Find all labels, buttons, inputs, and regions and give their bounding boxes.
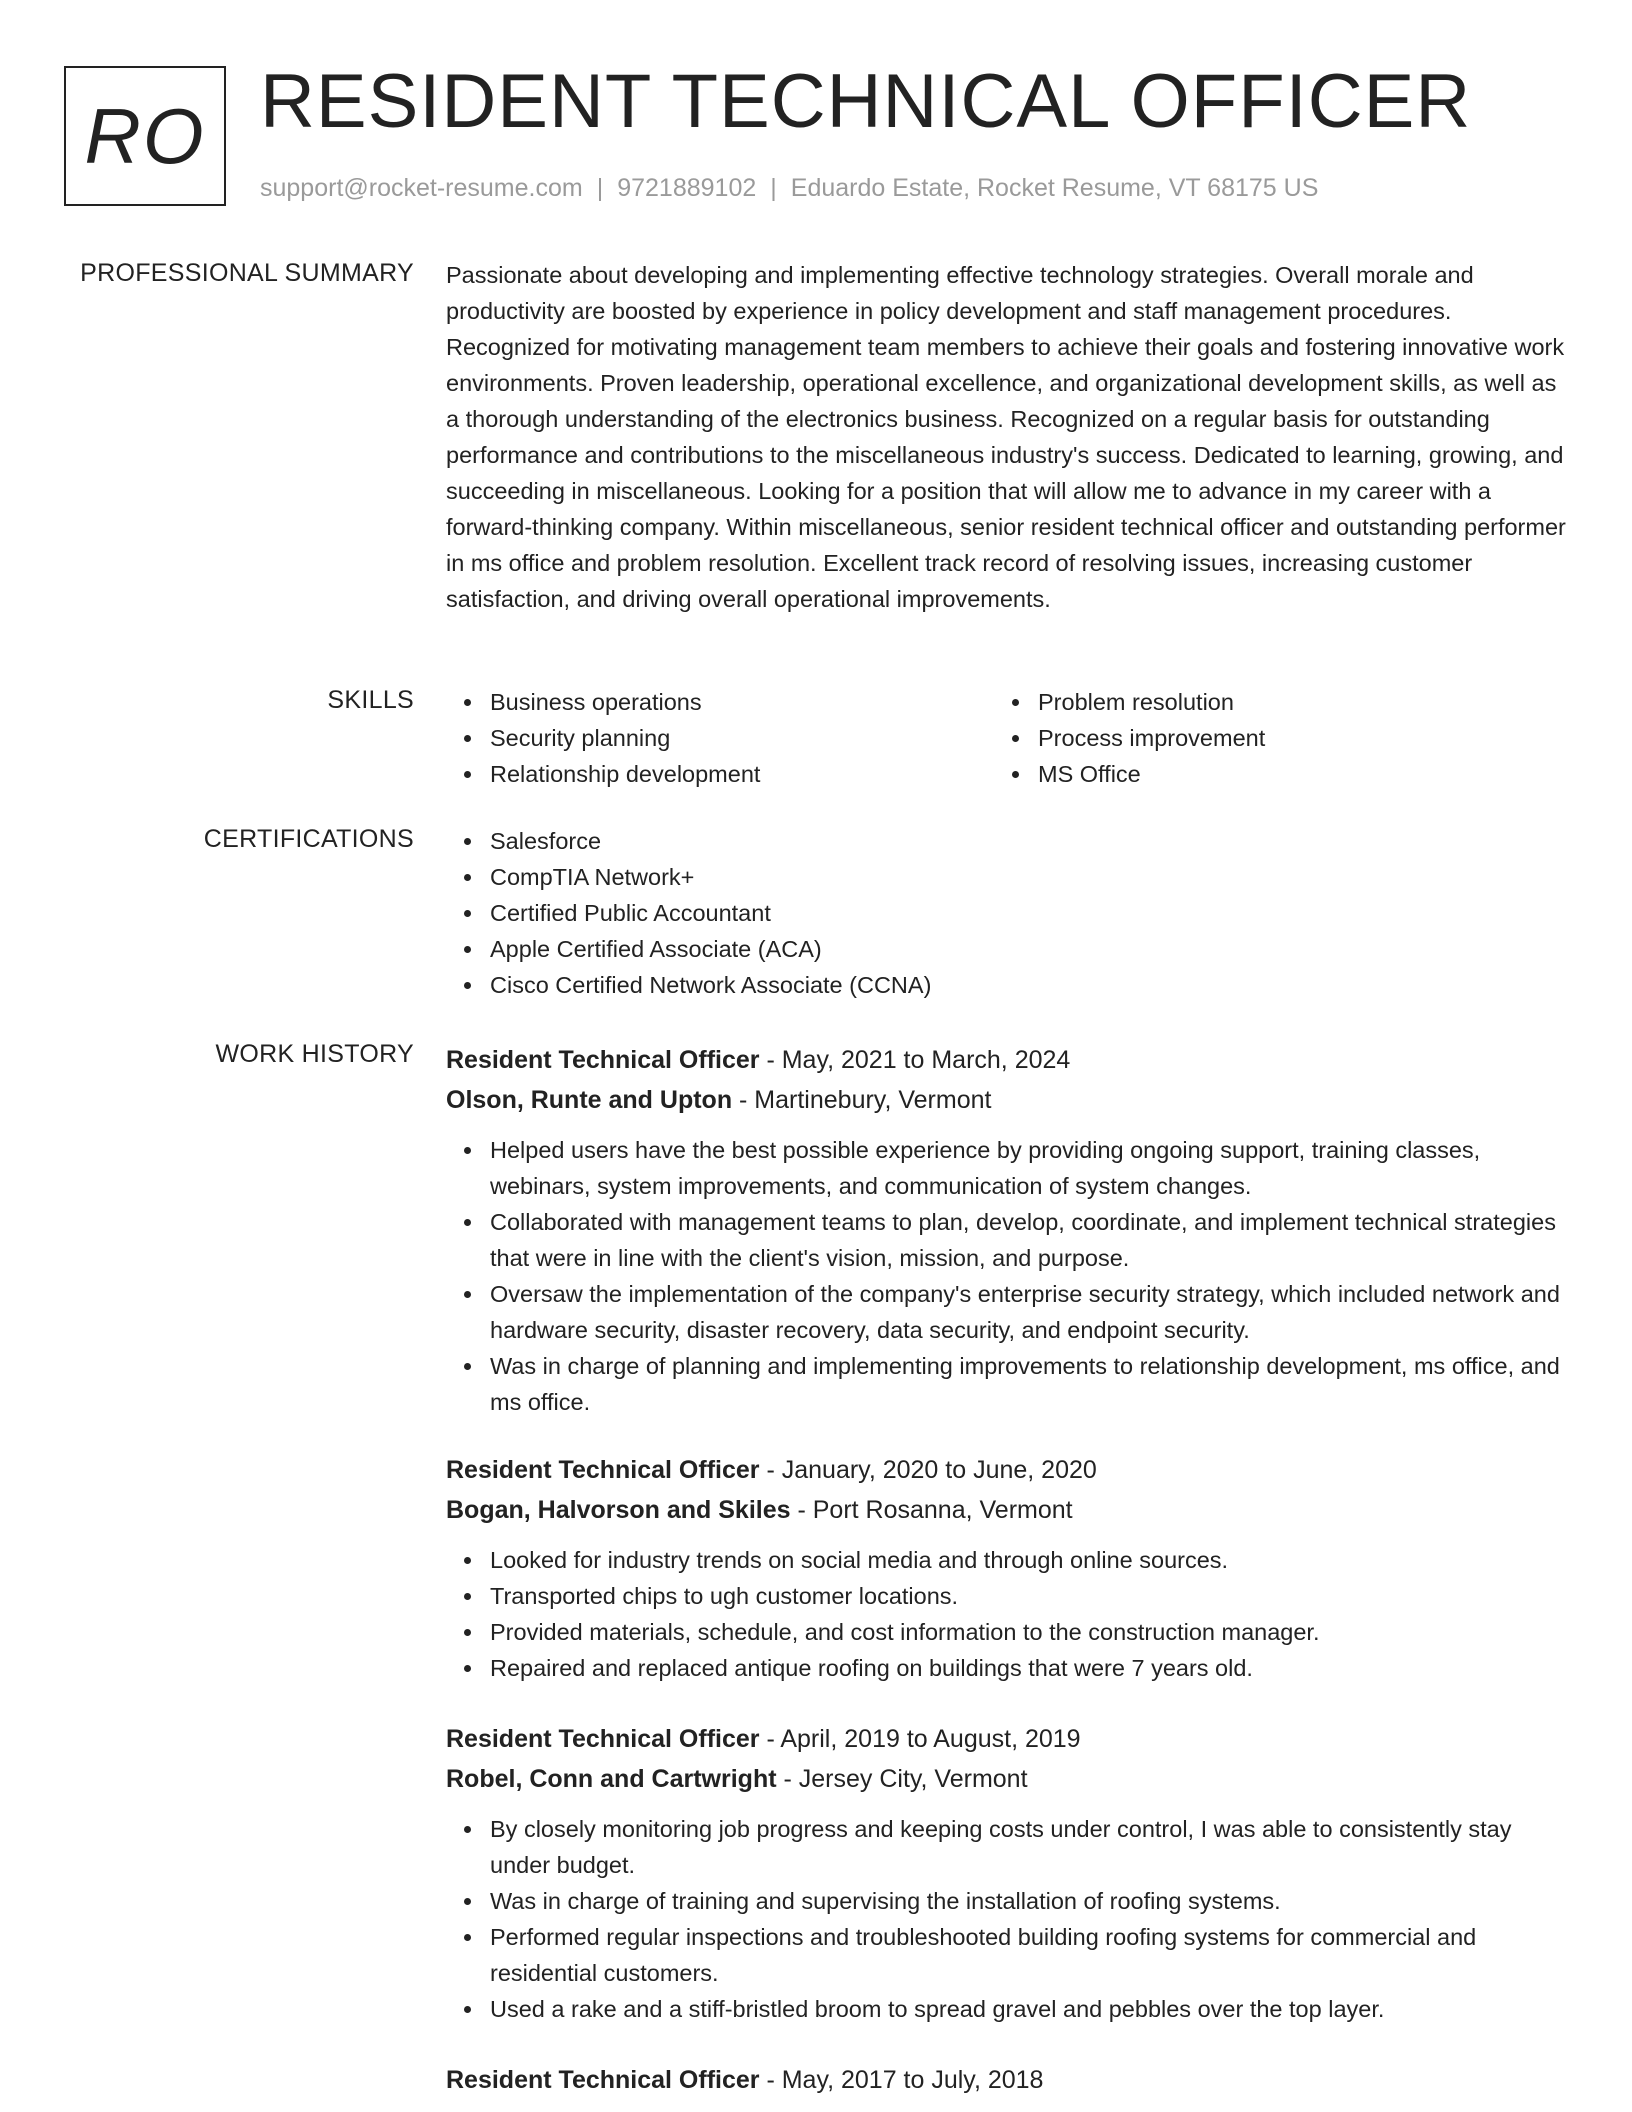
job-company-line: [446, 1080, 1566, 1120]
job-dates: - January, 2020 to June, 2020: [759, 1456, 1097, 1484]
job-bullet: Provided materials, schedule, and cost information to the construction manager.: [446, 1614, 1566, 1650]
job-dates: - May, 2021 to March, 2024: [759, 1046, 1071, 1074]
skill-item: MS Office: [994, 756, 1542, 792]
job-bullet: Transported chips to ugh customer locations.: [446, 1578, 1566, 1614]
job-bullets: [446, 1811, 1566, 2027]
job-bullet: Was in charge of planning and implementing improvements to relationship development, ms office, and ms office.: [446, 1348, 1566, 1420]
job-entry: [446, 2060, 1566, 2100]
monogram-badge: [64, 66, 226, 206]
job-company-line: [446, 1490, 1566, 1530]
job-location: - Port Rosanna, Vermont: [790, 1496, 1073, 1524]
job-title: Resident Technical Officer: [446, 2066, 760, 2094]
job-company: Bogan, Halvorson and Skiles: [446, 1496, 791, 1524]
job-company: Olson, Runte and Upton: [446, 1086, 733, 1114]
job-bullet: Used a rake and a stiff-bristled broom to spread gravel and pebbles over the top layer.: [446, 1991, 1566, 2027]
section-heading: CERTIFICATIONS: [203, 825, 414, 853]
job-dates: - May, 2017 to July, 2018: [759, 2066, 1044, 2094]
section-heading: WORK HISTORY: [215, 1040, 414, 1068]
job-company: Robel, Conn and Cartwright: [446, 1765, 777, 1793]
job-title-line: [446, 1719, 1566, 1759]
job-title: Resident Technical Officer: [446, 1725, 760, 1753]
contact-separator: |: [596, 174, 604, 202]
job-title: Resident Technical Officer: [446, 1456, 760, 1484]
skills-list-right: [994, 684, 1542, 792]
skill-item: Business operations: [446, 684, 994, 720]
job-bullets: [446, 1132, 1566, 1420]
certifications-list: [446, 823, 1566, 1003]
section-heading: SKILLS: [327, 686, 414, 714]
job-dates: - April, 2019 to August, 2019: [759, 1725, 1081, 1753]
skill-item: Process improvement: [994, 720, 1542, 756]
contact-email[interactable]: support@rocket-resume.com: [260, 174, 583, 202]
skill-item: Security planning: [446, 720, 994, 756]
job-bullet: Repaired and replaced antique roofing on buildings that were 7 years old.: [446, 1650, 1566, 1686]
skill-item: Problem resolution: [994, 684, 1542, 720]
job-bullet: Collaborated with management teams to plan, develop, coordinate, and implement technical strategies that were in line with the client's vision, mission, and purpose.: [446, 1204, 1566, 1276]
job-title-line: [446, 1450, 1566, 1490]
resume-title: RESIDENT TECHNICAL OFFICER: [260, 59, 1472, 144]
skill-item: Relationship development: [446, 756, 994, 792]
certification-item: Salesforce: [446, 823, 1566, 859]
job-title: Resident Technical Officer: [446, 1046, 760, 1074]
job-bullet: Performed regular inspections and troubleshooted building roofing systems for commercial and residential customers.: [446, 1919, 1566, 1991]
job-title-line: [446, 2060, 1566, 2100]
contact-line: [260, 174, 1318, 203]
summary-text: Passionate about developing and implementing effective technology strategies. Overall morale and productivity are boosted by experience in policy development and staff management procedures. Recognized for motivating management team members to achieve their goals and fostering innovative work environments. Proven leadership, operational excellence, and organizational development skills, as well as a thorough understanding of the electronics business. Recognized on a regular basis for outstanding performance and contributions to the miscellaneous industry's success. Dedicated to learning, growing, and succeeding in miscellaneous. Looking for a position that will allow me to advance in my career with a forward-thinking company. Within miscellaneous, senior resident technical officer and outstanding performer in ms office and problem resolution. Excellent track record of resolving issues, increasing customer satisfaction, and driving overall operational improvements.: [446, 262, 1566, 612]
section-heading: PROFESSIONAL SUMMARY: [80, 259, 414, 287]
job-location: - Jersey City, Vermont: [776, 1765, 1028, 1793]
job-bullet: Helped users have the best possible experience by providing ongoing support, training classes, webinars, system improvements, and communication of system changes.: [446, 1132, 1566, 1204]
monogram-initials: RO: [84, 91, 206, 180]
certification-item: CompTIA Network+: [446, 859, 1566, 895]
job-location: - Martinebury, Vermont: [732, 1086, 992, 1114]
contact-address: Eduardo Estate, Rocket Resume, VT 68175 US: [790, 174, 1319, 202]
job-bullet: By closely monitoring job progress and keeping costs under control, I was able to consistently stay under budget.: [446, 1811, 1566, 1883]
contact-phone[interactable]: 9721889102: [617, 174, 757, 202]
job-entry: [446, 1719, 1566, 2027]
job-title-line: [446, 1040, 1566, 1080]
job-bullets: [446, 1542, 1566, 1686]
certification-item: Apple Certified Associate (ACA): [446, 931, 1566, 967]
job-company-line: [446, 1759, 1566, 1799]
job-bullet: Was in charge of training and supervising the installation of roofing systems.: [446, 1883, 1566, 1919]
certification-item: Certified Public Accountant: [446, 895, 1566, 931]
certification-item: Cisco Certified Network Associate (CCNA): [446, 967, 1566, 1003]
job-bullet: Looked for industry trends on social media and through online sources.: [446, 1542, 1566, 1578]
job-entry: [446, 1040, 1566, 1420]
skills-list-left: [446, 684, 994, 792]
job-bullet: Oversaw the implementation of the company's enterprise security strategy, which included network and hardware security, disaster recovery, data security, and endpoint security.: [446, 1276, 1566, 1348]
job-entry: [446, 1450, 1566, 1686]
contact-separator: |: [770, 174, 777, 202]
